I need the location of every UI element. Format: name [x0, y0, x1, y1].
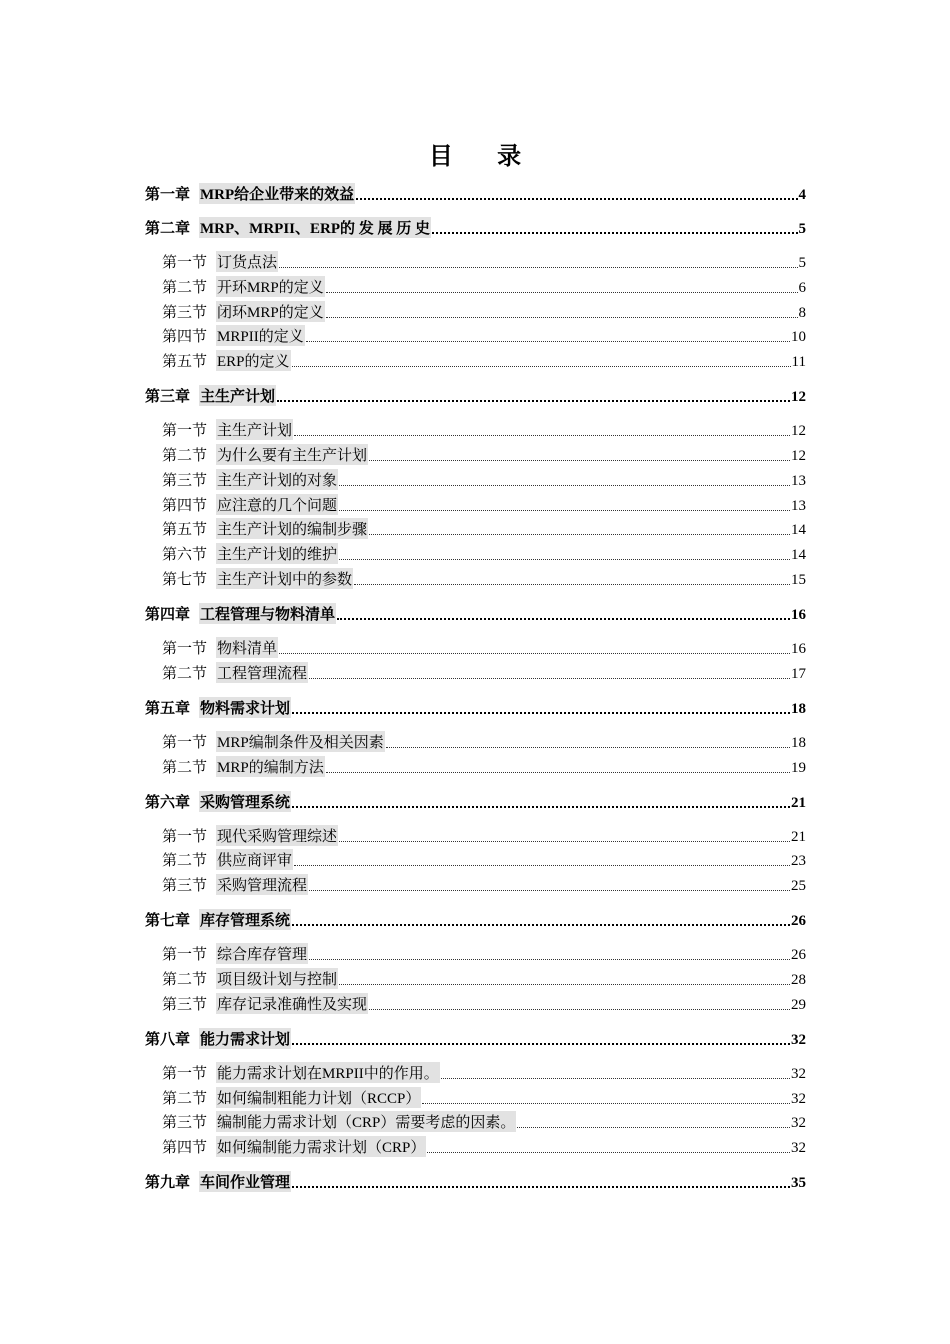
toc-entry-title[interactable]: 能力需求计划在MRPII中的作用。	[216, 1062, 440, 1083]
toc-page-number: 18	[791, 734, 806, 751]
toc-entry-title[interactable]: MRP编制条件及相关因素	[216, 731, 385, 752]
toc-page-number: 8	[798, 304, 806, 321]
toc-entry-number: 第二章	[145, 221, 191, 237]
toc-chapter-entry[interactable]	[145, 1170, 806, 1192]
toc-page-number: 21	[791, 794, 806, 811]
toc-page-number: 28	[791, 972, 806, 988]
toc-leader-dots	[294, 425, 790, 436]
toc-page-number: 5	[798, 255, 806, 271]
toc-section-entry[interactable]	[162, 468, 806, 490]
toc-entry-title[interactable]: 采购管理流程	[216, 874, 308, 895]
toc-entry-number: 第八章	[145, 1031, 191, 1048]
toc-chapter-entry[interactable]	[145, 1027, 806, 1049]
toc-leader-dots	[326, 307, 798, 318]
toc-section-entry[interactable]	[162, 567, 806, 589]
toc-entry-title[interactable]: 闭环MRP的定义	[216, 301, 325, 322]
toc-section-entry[interactable]	[162, 493, 806, 515]
toc-chapter-entry[interactable]	[145, 182, 806, 204]
toc-chapter-entry[interactable]	[145, 602, 806, 624]
page-title: 目 录	[428, 141, 540, 170]
toc-entry-number: 第五节	[162, 522, 208, 539]
toc-page-number: 32	[791, 1031, 806, 1048]
toc-chapter-entry[interactable]	[145, 790, 806, 812]
toc-section-entry[interactable]	[162, 1061, 806, 1083]
toc-entry-number: 第六节	[162, 547, 208, 564]
toc-leader-dots	[292, 796, 790, 808]
toc-page-number: 16	[791, 641, 806, 657]
toc-leader-dots	[354, 574, 790, 585]
toc-leader-dots	[339, 831, 790, 842]
toc-leader-dots	[369, 450, 790, 461]
toc-leader-dots	[386, 737, 790, 748]
toc-entry-title[interactable]: 能力需求计划	[199, 1028, 291, 1049]
toc-section-entry[interactable]	[162, 942, 806, 964]
toc-section-entry[interactable]	[162, 1086, 806, 1108]
toc-leader-dots	[432, 222, 798, 234]
toc-entry-number: 第一节	[162, 255, 208, 271]
toc-entry-number: 第一节	[162, 947, 208, 964]
toc-page-number: 17	[791, 665, 806, 682]
toc-entry-number: 第一节	[162, 641, 208, 657]
toc-section-entry[interactable]	[162, 1135, 806, 1157]
toc-entry-number: 第二节	[162, 853, 208, 870]
toc-leader-dots	[441, 1068, 790, 1079]
toc-page-number: 16	[791, 607, 806, 623]
toc-chapter-entry[interactable]	[145, 696, 806, 718]
toc-entry-number: 第二节	[162, 279, 208, 296]
toc-entry-title[interactable]: 如何编制能力需求计划（CRP）	[216, 1136, 426, 1157]
toc-chapter-entry[interactable]	[145, 384, 806, 406]
toc-entry-number: 第三节	[162, 1115, 208, 1132]
toc-entry-number: 第二节	[162, 448, 208, 464]
toc-leader-dots	[339, 475, 790, 486]
toc-page-number: 12	[791, 389, 806, 406]
toc-section-entry[interactable]	[162, 848, 806, 870]
toc-page-number: 12	[791, 423, 806, 440]
toc-entry-title[interactable]: MRP的编制方法	[216, 756, 325, 777]
toc-page-number: 19	[791, 759, 806, 776]
toc-section-entry[interactable]	[162, 661, 806, 683]
toc-entry-title[interactable]: 如何编制粗能力计划（RCCP）	[216, 1087, 421, 1108]
toc-entry-number: 第二节	[162, 972, 208, 988]
toc-leader-dots	[326, 282, 798, 293]
toc-leader-dots	[369, 524, 790, 535]
toc-page-number: 32	[791, 1065, 806, 1082]
toc-chapter-entry[interactable]	[145, 216, 806, 238]
toc-page-number: 13	[791, 472, 806, 489]
toc-page-number: 6	[798, 279, 806, 296]
toc-entry-number: 第四节	[162, 329, 208, 346]
toc-entry-number: 第三节	[162, 304, 208, 321]
toc-entry-number: 第三节	[162, 878, 208, 895]
toc-entry-number: 第五章	[145, 700, 191, 717]
toc-section-entry[interactable]	[162, 324, 806, 346]
toc-section-entry[interactable]	[162, 824, 806, 846]
toc-entry-number: 第一节	[162, 1065, 208, 1082]
toc-entry-number: 第六章	[145, 794, 191, 811]
toc-section-entry[interactable]	[162, 300, 806, 322]
toc-leader-dots	[294, 855, 790, 866]
toc-entry-title[interactable]: 主生产计划中的参数	[216, 568, 353, 589]
toc-leader-dots	[326, 762, 790, 773]
toc-entry-title[interactable]: 主生产计划	[216, 419, 293, 440]
toc-entry-number: 第四节	[162, 1140, 208, 1157]
toc-leader-dots	[277, 390, 790, 402]
toc-leader-dots	[306, 331, 790, 342]
toc-leader-dots	[309, 668, 790, 679]
toc-leader-dots	[309, 949, 790, 960]
toc-entry-number: 第三节	[162, 472, 208, 489]
toc-entry-number: 第四节	[162, 497, 208, 514]
toc-page-number: 5	[798, 221, 806, 237]
toc-leader-dots	[292, 356, 791, 367]
toc-entry-title[interactable]: 订货点法	[216, 251, 278, 272]
toc-section-entry[interactable]	[162, 755, 806, 777]
toc-entry-number: 第一节	[162, 828, 208, 845]
toc-leader-dots	[292, 1033, 790, 1045]
toc-entry-title[interactable]: 物料需求计划	[199, 697, 291, 718]
toc-section-entry[interactable]	[162, 992, 806, 1014]
toc-entry-title[interactable]: MRP给企业带来的效益	[199, 183, 355, 204]
toc-entry-number: 第七节	[162, 572, 208, 588]
toc-leader-dots	[356, 188, 797, 200]
toc-entry-number: 第七章	[145, 913, 191, 930]
toc-leader-dots	[339, 500, 790, 511]
toc-entry-title[interactable]: 工程管理与物料清单	[199, 603, 336, 624]
toc-page-number: 35	[791, 1175, 806, 1192]
toc-entry-title[interactable]: MRPII的定义	[216, 325, 305, 346]
toc-chapter-entry[interactable]	[145, 908, 806, 930]
toc-leader-dots	[337, 608, 790, 620]
toc-entry-number: 第五节	[162, 354, 208, 371]
toc-section-entry[interactable]	[162, 967, 806, 989]
toc-entry-title[interactable]: 工程管理流程	[216, 662, 308, 683]
toc-section-entry[interactable]	[162, 250, 806, 272]
toc-entry-title[interactable]: 库存记录准确性及实现	[216, 993, 368, 1014]
toc-leader-dots	[292, 1176, 790, 1188]
toc-page-number: 25	[791, 878, 806, 895]
toc-page-number: 26	[791, 913, 806, 930]
toc-entry-title[interactable]: 项目级计划与控制	[216, 968, 338, 989]
toc-leader-dots	[422, 1093, 790, 1104]
toc-entry-number: 第四章	[145, 607, 191, 623]
toc-page-number: 12	[791, 448, 806, 464]
toc-section-entry[interactable]	[162, 1110, 806, 1132]
toc-page-number: 26	[791, 947, 806, 964]
toc-section-entry[interactable]	[162, 443, 806, 465]
toc-entry-title[interactable]: 物料清单	[216, 637, 278, 658]
toc-page-number: 14	[791, 547, 806, 564]
toc-entry-title[interactable]: 供应商评审	[216, 849, 293, 870]
toc-entry-title[interactable]: 主生产计划的对象	[216, 469, 338, 490]
toc-entry-title[interactable]: 车间作业管理	[199, 1171, 291, 1192]
toc-section-entry[interactable]	[162, 730, 806, 752]
toc-leader-dots	[339, 549, 790, 560]
toc-leader-dots	[309, 880, 790, 891]
toc-leader-dots	[339, 974, 790, 985]
toc-section-entry[interactable]	[162, 418, 806, 440]
toc-leader-dots	[292, 914, 790, 926]
toc-entry-number: 第二节	[162, 759, 208, 776]
toc-entry-number: 第一节	[162, 423, 208, 440]
toc-leader-dots	[427, 1142, 790, 1153]
toc-entry-number: 第三节	[162, 996, 208, 1013]
toc-section-entry[interactable]	[162, 873, 806, 895]
toc-leader-dots	[369, 999, 790, 1010]
toc-entry-title[interactable]: 采购管理系统	[199, 791, 291, 812]
toc-page-number: 23	[791, 853, 806, 870]
toc-page-number: 11	[791, 354, 806, 371]
toc-page-number: 14	[791, 522, 806, 539]
toc-entry-title[interactable]: 主生产计划	[199, 385, 276, 406]
toc-entry-number: 第三章	[145, 389, 191, 406]
toc-entry-number: 第二节	[162, 665, 208, 682]
toc-leader-dots	[279, 643, 790, 654]
toc-section-entry[interactable]	[162, 542, 806, 564]
toc-section-entry[interactable]	[162, 636, 806, 658]
toc-leader-dots	[517, 1117, 790, 1128]
toc-entry-title[interactable]: 现代采购管理综述	[216, 825, 338, 846]
toc-entry-title[interactable]: 为什么要有主生产计划	[216, 444, 368, 465]
toc-page-number: 4	[798, 187, 806, 203]
toc-entry-number: 第二节	[162, 1090, 208, 1107]
toc-page-number: 32	[791, 1140, 806, 1157]
toc-entry-number: 第九章	[145, 1175, 191, 1192]
toc-page-number: 15	[791, 572, 806, 588]
toc-section-entry[interactable]	[162, 349, 806, 371]
toc-leader-dots	[292, 702, 790, 714]
toc-page-number: 18	[791, 700, 806, 717]
toc-page-number: 13	[791, 497, 806, 514]
toc-entry-title[interactable]: 应注意的几个问题	[216, 494, 338, 515]
toc-section-entry[interactable]	[162, 275, 806, 297]
toc-entry-title[interactable]: 编制能力需求计划（CRP）需要考虑的因素。	[216, 1111, 516, 1132]
toc-leader-dots	[279, 257, 797, 268]
toc-entry-number: 第一章	[145, 187, 191, 203]
toc-section-entry[interactable]	[162, 517, 806, 539]
toc-page-number: 10	[791, 329, 806, 346]
toc-page-number: 32	[791, 1115, 806, 1132]
toc-entry-title[interactable]: 主生产计划的编制步骤	[216, 518, 368, 539]
toc-entry-title[interactable]: ERP的定义	[216, 350, 291, 371]
toc-entry-title[interactable]: 综合库存管理	[216, 943, 308, 964]
toc-entry-title[interactable]: 库存管理系统	[199, 909, 291, 930]
toc-entry-title[interactable]: MRP、MRPII、ERP的 发 展 历 史	[199, 217, 431, 238]
toc-entry-number: 第一节	[162, 734, 208, 751]
toc-page-number: 32	[791, 1090, 806, 1107]
toc-page-number: 29	[791, 996, 806, 1013]
toc-entry-title[interactable]: 开环MRP的定义	[216, 276, 325, 297]
toc-page-number: 21	[791, 828, 806, 845]
toc-entry-title[interactable]: 主生产计划的维护	[216, 543, 338, 564]
